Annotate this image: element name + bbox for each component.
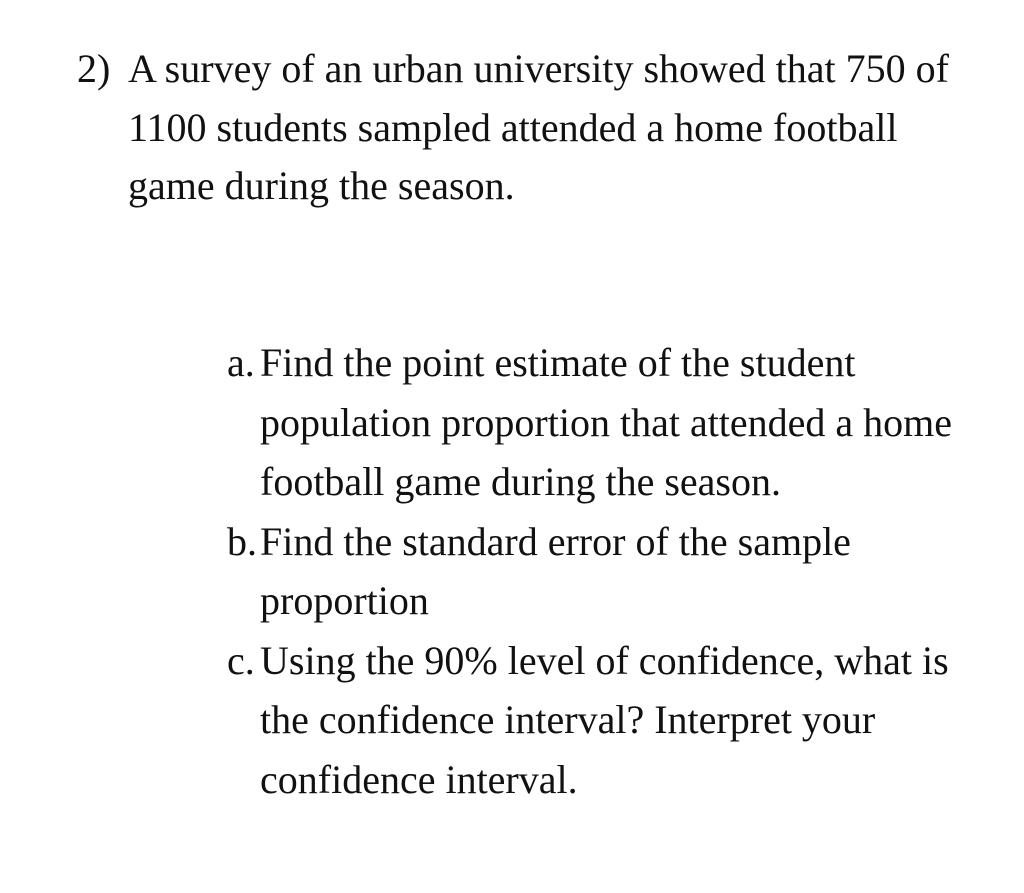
part-b-letter: b. <box>227 518 257 564</box>
part-c-text: Using the 90% level of confidence, what is the confidence interval? Interpret your confidence interval. <box>260 637 949 802</box>
part-c <box>227 631 987 810</box>
part-a-text: Find the point estimate of the student population proportion that attended a home football game during the season. <box>260 340 953 504</box>
part-a <box>227 333 987 512</box>
problem-stem-text: A survey of an urban university showed that 750 of 1100 students sampled attended a home football game during the season. <box>128 46 949 208</box>
problem-number: 2) <box>77 46 111 91</box>
part-a-letter: a. <box>227 340 255 385</box>
problem-parts-list <box>227 333 987 809</box>
part-b <box>227 512 987 631</box>
problem-2 <box>77 40 977 216</box>
problem-stem <box>77 40 977 216</box>
part-c-letter: c. <box>227 637 255 683</box>
part-b-text: Find the standard error of the sample proportion <box>260 518 851 623</box>
